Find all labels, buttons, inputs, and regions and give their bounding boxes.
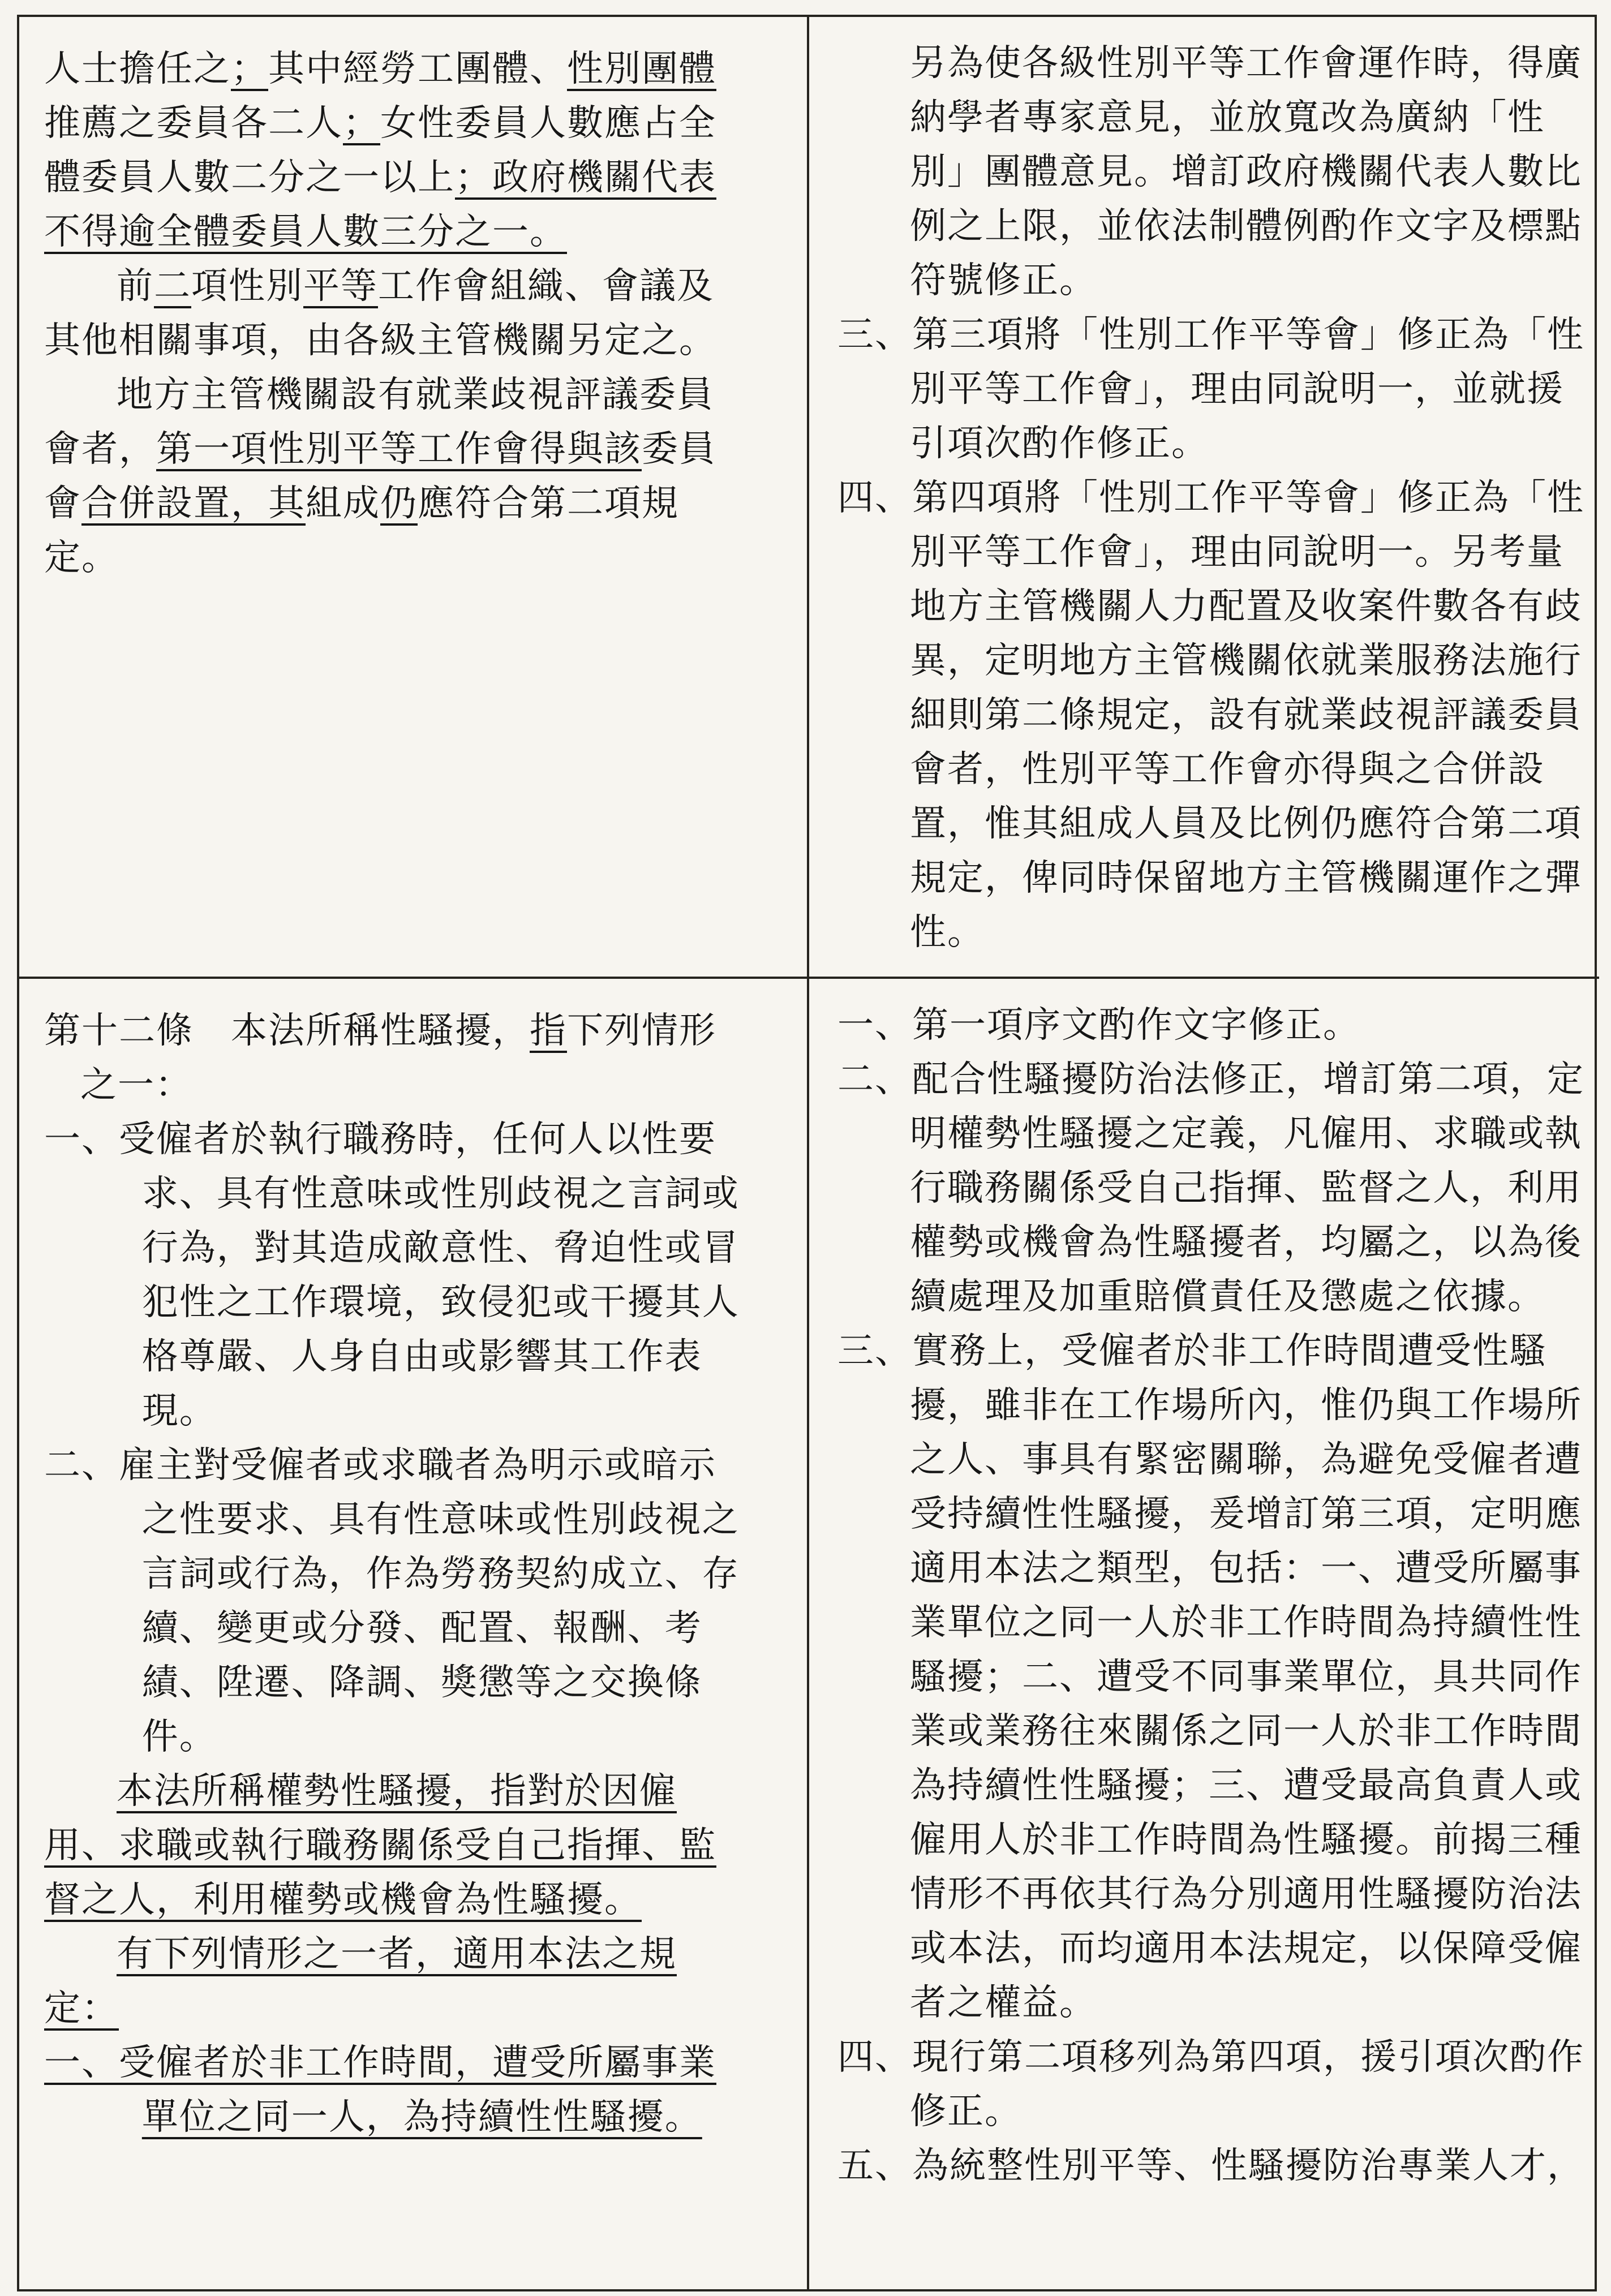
law-comparison-table <box>17 15 1597 2291</box>
underlined-amendment-text: 有下列情形之一者，適用本法之規定： <box>44 1934 677 2028</box>
article-paragraph <box>44 1927 740 2036</box>
body-text: 第一項序文酌作文字修正。 <box>912 1005 1360 1045</box>
explanation-cell-row2 <box>809 979 1599 2289</box>
body-text: 推薦之委員各二人 <box>44 103 343 143</box>
body-text: 前 <box>117 266 154 306</box>
explanation-paragraph <box>837 2139 1588 2193</box>
body-text: 組成 <box>306 483 380 523</box>
body-text: 雇主對受僱者或求職者為明示或暗示之性要求、具有性意味或性別歧視之言詞或行為，作為勞務契約成立、存續、變更或分發、配置、報酬、考績、陞遷、降調、獎懲等之交換條件。 <box>119 1445 740 1757</box>
body-text: 應符合第二項規定。 <box>44 483 679 578</box>
body-text: 下列情形之一： <box>80 1011 716 1105</box>
body-text: 人士擔任之 <box>44 49 231 89</box>
body-text: 其中經勞工團體、 <box>268 49 567 89</box>
body-text: 實務上，受僱者於非工作時間遭受性騷擾，雖非在工作場所內，惟仍與工作場所之人、事具有緊密關聯，為避免受僱者遭受持續性性騷擾，爰增訂第三項，定明應適用本法之類型，包括：一、遭受所屬事業單位之同一人於非工作時間為持續性性騷擾；二、遭受不同事業單位，具共同作業或業務往來關係之同一人於非工作時間為持續性性騷擾；三、遭受最高負責人或僱用人於非工作時間為性騷擾。前揭三種情形不再依其行為分別適用性騷擾防治法或本法，而均適用本法規定，以保障受僱者之權益。 <box>910 1331 1582 2023</box>
body-text: 地方主管機關設有就業歧視評議委員會者， <box>44 375 714 469</box>
underlined-amendment-text: 二 <box>154 266 191 306</box>
amendment-cell-row2 <box>19 979 809 2289</box>
item-number: 一、 <box>44 1119 119 1159</box>
item-number: 一、 <box>44 2043 119 2083</box>
article-paragraph <box>44 1764 740 1927</box>
item-number: 三、 <box>837 315 912 355</box>
article-paragraph <box>44 368 740 585</box>
underlined-amendment-text: ；政府機關代表不得逾全體委員人數三分之一。 <box>44 157 716 252</box>
body-text: 女性委員人數應占全體委員人數二分之一以上 <box>44 103 716 197</box>
body-text: 工作會組織、會議及其他相關事項，由各級主管機關另定之。 <box>44 266 716 360</box>
explanation-paragraph <box>837 1324 1588 2030</box>
explanation-paragraph <box>837 36 1588 308</box>
underlined-amendment-text: 受僱者於非工作時間，遭受所屬事業單位之同一人，為持續性性騷擾。 <box>119 2043 716 2137</box>
item-number: 一、 <box>837 1005 912 1045</box>
underlined-amendment-text: ； <box>343 103 380 143</box>
item-number: 四、 <box>837 478 912 518</box>
article-paragraph <box>44 42 740 259</box>
underlined-amendment-text: 指 <box>530 1011 567 1051</box>
explanation-paragraph <box>837 1052 1588 1324</box>
item-number: 四、 <box>837 2037 912 2077</box>
explanation-paragraph <box>837 2030 1588 2139</box>
body-text: 另為使各級性別平等工作會運作時，得廣納學者專家意見，並放寬改為廣納「性別」團體意見。增訂政府機關代表人數比例之上限，並依法制體例酌作文字及標點符號修正。 <box>910 43 1582 300</box>
item-number: 二、 <box>44 1445 119 1485</box>
body-text: 第十二條 本法所稱性騷擾， <box>44 1011 530 1051</box>
body-text: 第四項將「性別工作平等會」修正為「性別平等工作會」，理由同說明一。另考量地方主管機關人力配置及收案件數各有歧異，定明地方主管機關依就業服務法施行細則第二條規定，設有就業歧視評議委員會者，性別平等工作會亦得與之合併設置，惟其組成人員及比例仍應符合第二項規定，俾同時保留地方主管機關運作之彈性。 <box>910 478 1584 952</box>
item-number: 五、 <box>837 2145 912 2186</box>
item-number: 三、 <box>837 1331 912 1371</box>
body-text: 項性別 <box>191 266 303 306</box>
article-paragraph <box>44 259 740 368</box>
body-text: 第三項將「性別工作平等會」修正為「性別平等工作會」，理由同說明一，並就援引項次酌作修正。 <box>910 315 1584 463</box>
body-text: 配合性騷擾防治法修正，增訂第二項，定明權勢性騷擾之定義，凡僱用、求職或執行職務關係受自己指揮、監督之人，利用權勢或機會為性騷擾者，均屬之，以為後續處理及加重賠償責任及懲處之依據。 <box>910 1059 1584 1317</box>
underlined-amendment-text: 本法所稱權勢性騷擾，指對於因僱用、求職或執行職務關係受自己指揮、監督之人，利用權勢或機會為性騷擾。 <box>44 1771 716 1920</box>
underlined-amendment-text: 仍 <box>380 483 418 523</box>
explanation-paragraph <box>837 998 1588 1052</box>
underlined-amendment-text: 平等 <box>303 266 378 306</box>
underlined-amendment-text: 性別團體 <box>567 49 716 89</box>
explanation-paragraph <box>837 308 1588 471</box>
article-paragraph <box>44 1004 740 1112</box>
explanation-paragraph <box>837 471 1588 960</box>
explanation-cell-row1 <box>809 17 1599 979</box>
amendment-cell-row1 <box>19 17 809 979</box>
body-text: 委員會 <box>44 429 716 523</box>
item-number: 二、 <box>837 1059 912 1099</box>
body-text: 為統整性別平等、性騷擾防治專業人才， <box>912 2145 1584 2186</box>
article-paragraph <box>44 1438 740 1764</box>
body-text: 現行第二項移列為第四項，援引項次酌作修正。 <box>910 2037 1584 2131</box>
article-paragraph <box>44 2036 740 2144</box>
article-paragraph <box>44 1112 740 1438</box>
underlined-amendment-text: ； <box>231 49 268 89</box>
underlined-amendment-text: 第一項性別平等工作會得與該 <box>156 429 642 469</box>
body-text: 受僱者於執行職務時，任何人以性要求、具有性意味或性別歧視之言詞或行為，對其造成敵意性、脅迫性或冒犯性之工作環境，致侵犯或干擾其人格尊嚴、人身自由或影響其工作表現。 <box>119 1119 740 1431</box>
underlined-amendment-text: 合併設置，其 <box>81 483 306 523</box>
